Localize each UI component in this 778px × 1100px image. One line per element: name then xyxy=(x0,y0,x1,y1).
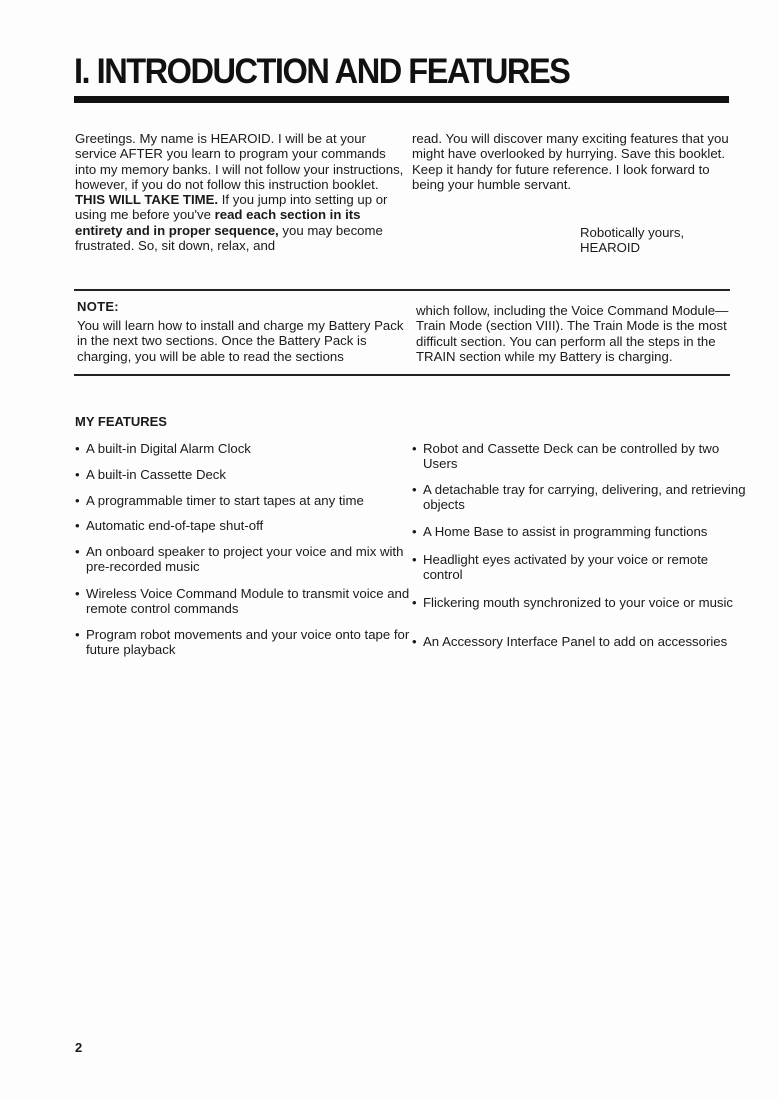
feature-text: Program robot movements and your voice onto tape for future playback xyxy=(86,627,410,658)
feature-text: A built-in Cassette Deck xyxy=(86,467,226,482)
note-left-column xyxy=(77,318,407,364)
feature-text: An Accessory Interface Panel to add on accessories xyxy=(423,634,728,649)
note-text-left: You will learn how to install and charge my Battery Pack in the next two sections. Once the Battery Pack is charging, you will be able to read the sections xyxy=(77,318,404,364)
feature-text: A Home Base to assist in programming functions xyxy=(423,524,708,539)
feature-item xyxy=(75,544,416,575)
bullet: • xyxy=(412,524,417,539)
signoff xyxy=(580,225,684,256)
intro-continuation: read. You will discover many exciting features that you might have overlooked by hurrying. Save this booklet. Keep it handy for future reference. I look forward to being your humble servant. xyxy=(412,131,729,192)
feature-item xyxy=(75,493,416,508)
feature-item xyxy=(412,552,748,583)
feature-text: A detachable tray for carrying, delivering, and retrieving objects xyxy=(423,482,746,513)
feature-text: A programmable timer to start tapes at any time xyxy=(86,493,364,508)
feature-item xyxy=(75,586,416,617)
intro-text-1: Greetings. My name is HEAROID. I will be at your service AFTER you learn to program your commands into my memory banks. I will not follow your instructions, however, if you do not follow this instruction booklet. xyxy=(75,131,404,192)
feature-text: Headlight eyes activated by your voice or remote control xyxy=(423,552,709,583)
feature-text: Automatic end-of-tape shut-off xyxy=(86,518,264,533)
feature-item xyxy=(412,441,748,472)
intro-text-3: you may become frustrated. So, sit down, relax, and xyxy=(75,222,383,254)
intro-text-2: If you jump into setting up or using me before you've xyxy=(75,192,388,223)
feature-item xyxy=(412,524,748,539)
feature-item xyxy=(75,467,416,482)
feature-text: Wireless Voice Command Module to transmit voice and remote control commands xyxy=(86,586,410,617)
bullet: • xyxy=(75,518,80,533)
bullet: • xyxy=(75,586,80,601)
note-text-right: which follow, including the Voice Command Module—Train Mode (section VIII). The Train Mode is the most difficult section. You can perform all the steps in the TRAIN section while my Battery is charging. xyxy=(416,303,729,364)
title-underline xyxy=(74,96,729,103)
signature: HEAROID xyxy=(580,240,641,256)
feature-text: A built-in Digital Alarm Clock xyxy=(86,441,251,456)
page-number: 2 xyxy=(75,1040,83,1055)
features-heading: MY FEATURES xyxy=(75,414,167,429)
feature-text: Robot and Cassette Deck can be controlled by two Users xyxy=(423,441,720,472)
feature-item xyxy=(412,595,748,610)
bullet: • xyxy=(75,467,80,482)
intro-right-column xyxy=(412,131,737,192)
feature-item xyxy=(75,627,416,658)
intro-left-column xyxy=(75,131,405,253)
intro-emphasis-sequence: read each section in its entirety and in proper sequence, xyxy=(75,207,361,238)
feature-text: An onboard speaker to project your voice and mix with pre-recorded music xyxy=(86,544,404,575)
feature-item xyxy=(412,482,748,513)
feature-item xyxy=(412,634,748,649)
note-right-column xyxy=(416,303,736,364)
note-heading: NOTE: xyxy=(77,299,119,314)
note-top-rule xyxy=(74,289,730,291)
bullet: • xyxy=(412,441,417,456)
bullet: • xyxy=(75,493,80,508)
bullet: • xyxy=(75,627,80,642)
bullet: • xyxy=(412,634,417,649)
intro-emphasis-time: THIS WILL TAKE TIME. xyxy=(75,192,219,208)
feature-item xyxy=(75,441,416,456)
feature-text: Flickering mouth synchronized to your voice or music xyxy=(423,595,734,610)
note-bottom-rule xyxy=(74,374,730,376)
bullet: • xyxy=(412,552,417,567)
bullet: • xyxy=(412,482,417,497)
bullet: • xyxy=(75,441,80,456)
page-title: I. INTRODUCTION AND FEATURES xyxy=(74,52,570,91)
feature-item xyxy=(75,518,416,533)
bullet: • xyxy=(412,595,417,610)
closing-line: Robotically yours, xyxy=(580,225,685,240)
intro-paragraph xyxy=(75,131,405,253)
bullet: • xyxy=(75,544,80,559)
